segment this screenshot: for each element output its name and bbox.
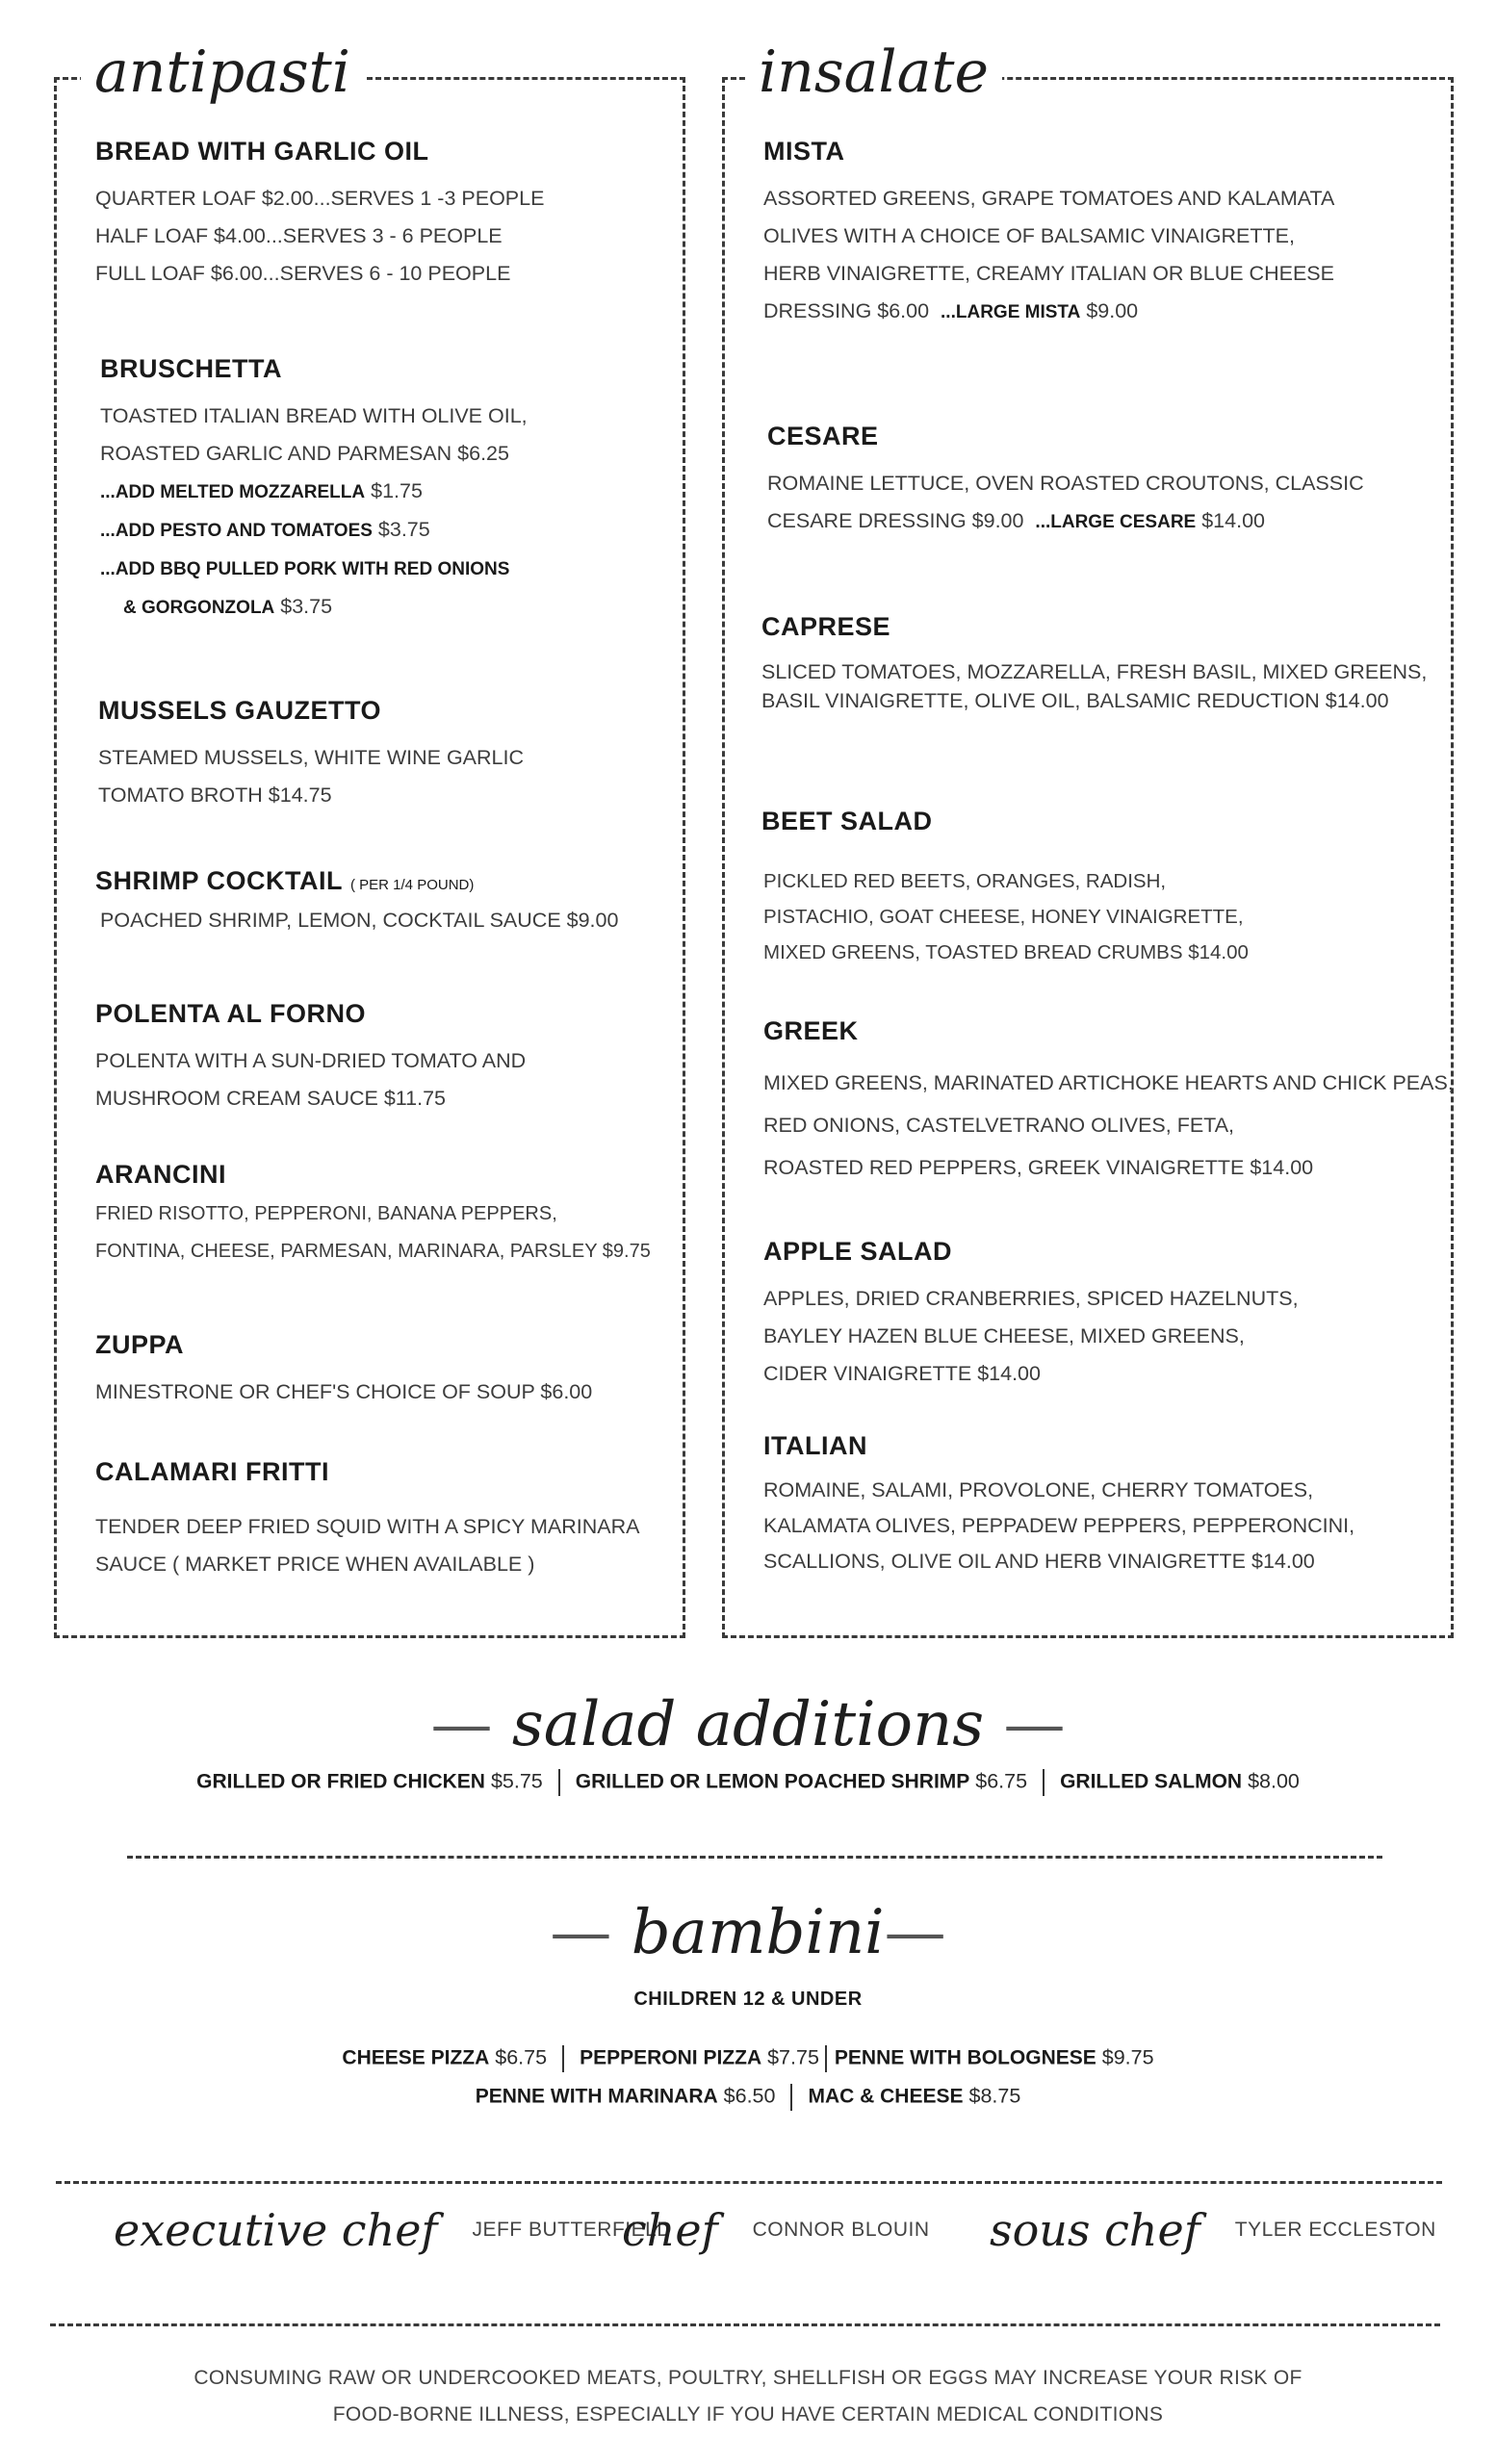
menu-item-mista	[763, 137, 1334, 331]
menu-item-arancini	[95, 1160, 651, 1270]
item-line: FONTINA, CHEESE, PARMESAN, MARINARA, PARSLEY $9.75	[95, 1241, 651, 1262]
addon-label: ...ADD PESTO AND TOMATOES	[100, 521, 373, 541]
item-line: PICKLED RED BEETS, ORANGES, RADISH,	[763, 870, 1167, 892]
bambini-title-row	[0, 1894, 1496, 1971]
staff-chef	[622, 2204, 930, 2256]
item-line: ROASTED RED PEPPERS, GREEK VINAIGRETTE $14.00	[763, 1156, 1314, 1179]
item-line: RED ONIONS, CASTELVETRANO OLIVES, FETA,	[763, 1114, 1235, 1137]
item-line: SCALLIONS, OLIVE OIL AND HERB VINAIGRETTE $14.00	[763, 1550, 1315, 1573]
addon-label: & GORGONZOLA	[123, 598, 275, 618]
addition-price: $5.75	[490, 1769, 543, 1793]
kids-item-price: $7.75	[767, 2045, 819, 2069]
item-name: CALAMARI FRITTI	[95, 1457, 329, 1486]
menu-item-polenta	[95, 999, 526, 1117]
item-line: ROMAINE, SALAMI, PROVOLONE, CHERRY TOMATOES,	[763, 1478, 1314, 1502]
addon-line	[100, 511, 528, 550]
item-line: POACHED SHRIMP, LEMON, COCKTAIL SAUCE $9.00	[100, 909, 619, 932]
disclaimer-line: FOOD-BORNE ILLNESS, ESPECIALLY IF YOU HAVE CERTAIN MEDICAL CONDITIONS	[332, 2403, 1164, 2426]
item-name: CAPRESE	[761, 612, 891, 641]
insalate-title: insalate	[745, 38, 1002, 106]
divider	[562, 2045, 564, 2072]
addition-name: GRILLED OR LEMON POACHED SHRIMP	[575, 1770, 970, 1793]
kids-item-price: $6.75	[495, 2045, 548, 2069]
item-line: POLENTA WITH A SUN-DRIED TOMATO AND	[95, 1049, 527, 1072]
item-line: APPLES, DRIED CRANBERRIES, SPICED HAZELNUTS,	[763, 1287, 1299, 1310]
addition-price: $8.00	[1248, 1769, 1300, 1793]
menu-item-bread	[95, 137, 544, 293]
title-dash: —	[430, 1689, 493, 1760]
kids-item-name: PEPPERONI PIZZA	[580, 2046, 762, 2069]
section-divider	[127, 1856, 1382, 1859]
item-name: CESARE	[767, 422, 879, 450]
bambini-list-row-2	[0, 2084, 1496, 2111]
addition-price: $6.75	[975, 1769, 1028, 1793]
item-line: HERB VINAIGRETTE, CREAMY ITALIAN OR BLUE CHEESE	[763, 262, 1334, 285]
item-line: ROMAINE LETTUCE, OVEN ROASTED CROUTONS, CLASSIC	[767, 472, 1364, 495]
item-line: MIXED GREENS, TOASTED BREAD CRUMBS $14.00	[763, 941, 1249, 963]
antipasti-title: antipasti	[81, 38, 364, 106]
salad-additions-list	[0, 1769, 1496, 1796]
kids-item-price: $9.75	[1101, 2045, 1154, 2069]
item-name: MISTA	[763, 137, 845, 166]
menu-item-mussels	[98, 696, 524, 814]
bambini-list-row-1	[0, 2045, 1496, 2072]
upsell-price: $14.00	[1201, 509, 1265, 532]
bambini-title: bambini	[631, 1897, 885, 1968]
item-note: ( PER 1/4 POUND)	[350, 877, 475, 893]
kids-item-price: $6.50	[723, 2084, 776, 2108]
addition-name: GRILLED SALMON	[1060, 1770, 1243, 1793]
addon-price: $3.75	[280, 595, 333, 618]
item-name: SHRIMP COCKTAIL	[95, 866, 343, 895]
item-line-with-upsell	[763, 293, 1334, 331]
kids-item-price: $8.75	[968, 2084, 1021, 2108]
item-line: BAYLEY HAZEN BLUE CHEESE, MIXED GREENS,	[763, 1324, 1245, 1348]
staff-role: sous chef	[990, 2204, 1200, 2256]
menu-item-shrimp-cocktail	[95, 866, 618, 939]
salad-additions-section	[0, 1686, 1496, 1796]
staff-sous-chef	[990, 2204, 1436, 2256]
section-divider	[56, 2181, 1442, 2184]
bambini-subtitle: CHILDREN 12 & UNDER	[633, 1989, 863, 2010]
addon-label: ...ADD BBQ PULLED PORK WITH RED ONIONS	[100, 559, 510, 579]
item-line: MIXED GREENS, MARINATED ARTICHOKE HEARTS AND CHICK PEAS,	[763, 1071, 1454, 1094]
health-disclaimer	[0, 2360, 1496, 2433]
addon-price: $1.75	[371, 479, 423, 502]
item-line: DRESSING $6.00	[763, 299, 930, 322]
salad-additions-title-row	[0, 1686, 1496, 1763]
item-name: APPLE SALAD	[763, 1237, 953, 1266]
addon-price: $3.75	[377, 518, 430, 541]
item-line: PISTACHIO, GOAT CHEESE, HONEY VINAIGRETTE,	[763, 906, 1244, 928]
upsell-label: ...LARGE CESARE	[1035, 512, 1197, 532]
item-line: CESARE DRESSING $9.00	[767, 509, 1024, 532]
title-dash: —	[1003, 1689, 1066, 1760]
staff-executive-chef	[114, 2204, 672, 2256]
section-divider	[50, 2323, 1440, 2326]
disclaimer-line: CONSUMING RAW OR UNDERCOOKED MEATS, POULTRY, SHELLFISH OR EGGS MAY INCREASE YOUR RISK OF	[193, 2367, 1303, 2389]
divider	[558, 1769, 560, 1796]
menu-item-greek	[763, 1016, 1454, 1189]
menu-item-beet-salad	[761, 807, 1249, 970]
staff-name: JEFF BUTTERFIELD	[472, 2219, 672, 2241]
divider	[1043, 1769, 1045, 1796]
item-line: SAUCE ( MARKET PRICE WHEN AVAILABLE )	[95, 1553, 535, 1576]
divider	[825, 2045, 827, 2072]
item-line: FRIED RISOTTO, PEPPERONI, BANANA PEPPERS,	[95, 1203, 557, 1224]
menu-item-apple-salad	[763, 1237, 1299, 1393]
item-line: SLICED TOMATOES, MOZZARELLA, FRESH BASIL, MIXED GREENS,	[761, 660, 1428, 683]
kids-item-name: CHEESE PIZZA	[342, 2046, 490, 2069]
staff-name: TYLER ECCLESTON	[1234, 2219, 1436, 2241]
item-name: ZUPPA	[95, 1330, 185, 1359]
item-line: ROASTED GARLIC AND PARMESAN $6.25	[100, 442, 509, 465]
divider	[790, 2084, 792, 2111]
item-line: TOMATO BROTH $14.75	[98, 783, 332, 807]
staff-name: CONNOR BLOUIN	[752, 2219, 930, 2241]
menu-item-zuppa	[95, 1330, 592, 1411]
title-dash: —	[550, 1897, 612, 1968]
item-name: BEET SALAD	[761, 807, 933, 835]
item-line: CIDER VINAIGRETTE $14.00	[763, 1362, 1041, 1385]
salad-additions-title: salad additions	[511, 1689, 985, 1760]
item-name: POLENTA AL FORNO	[95, 999, 366, 1028]
kids-item-name: PENNE WITH BOLOGNESE	[834, 2046, 1096, 2069]
item-name: ARANCINI	[95, 1160, 226, 1189]
kids-item-name: PENNE WITH MARINARA	[475, 2085, 718, 2108]
item-name: MUSSELS GAUZETTO	[98, 696, 382, 725]
item-line: ASSORTED GREENS, GRAPE TOMATOES AND KALAMATA	[763, 187, 1335, 210]
item-line-with-upsell	[767, 502, 1364, 541]
item-name: ITALIAN	[763, 1431, 867, 1460]
item-line: QUARTER LOAF $2.00...SERVES 1 -3 PEOPLE	[95, 187, 545, 210]
bambini-section	[0, 1894, 1496, 2111]
item-line: KALAMATA OLIVES, PEPPADEW PEPPERS, PEPPERONCINI,	[763, 1514, 1355, 1537]
addon-label: ...ADD MELTED MOZZARELLA	[100, 482, 366, 502]
addon-line	[100, 550, 528, 588]
item-line: HALF LOAF $4.00...SERVES 3 - 6 PEOPLE	[95, 224, 503, 247]
item-name: BREAD WITH GARLIC OIL	[95, 137, 429, 166]
item-line: TOASTED ITALIAN BREAD WITH OLIVE OIL,	[100, 404, 528, 427]
upsell-price: $9.00	[1086, 299, 1139, 322]
staff-role: chef	[622, 2204, 718, 2256]
item-line: BASIL VINAIGRETTE, OLIVE OIL, BALSAMIC REDUCTION $14.00	[761, 689, 1389, 712]
addition-name: GRILLED OR FRIED CHICKEN	[196, 1770, 485, 1793]
upsell-label: ...LARGE MISTA	[941, 302, 1081, 322]
title-dash: —	[884, 1897, 946, 1968]
addon-line	[100, 588, 528, 627]
staff-role: executive chef	[114, 2204, 438, 2256]
item-line: MUSHROOM CREAM SAUCE $11.75	[95, 1087, 446, 1110]
menu-item-calamari	[95, 1457, 639, 1583]
item-line: FULL LOAF $6.00...SERVES 6 - 10 PEOPLE	[95, 262, 511, 285]
item-line: OLIVES WITH A CHOICE OF BALSAMIC VINAIGRETTE,	[763, 224, 1295, 247]
item-line: MINESTRONE OR CHEF'S CHOICE OF SOUP $6.00	[95, 1380, 593, 1403]
menu-item-bruschetta	[100, 354, 528, 627]
item-line: TENDER DEEP FRIED SQUID WITH A SPICY MARINARA	[95, 1515, 640, 1538]
kids-item-name: MAC & CHEESE	[808, 2085, 964, 2108]
menu-item-italian	[763, 1431, 1354, 1579]
menu-item-caprese	[761, 612, 1427, 715]
item-name: BRUSCHETTA	[100, 354, 282, 383]
item-name-row	[95, 866, 618, 896]
menu-item-cesare	[767, 422, 1364, 541]
addon-line	[100, 473, 528, 511]
item-line: STEAMED MUSSELS, WHITE WINE GARLIC	[98, 746, 524, 769]
item-name: GREEK	[763, 1016, 859, 1045]
